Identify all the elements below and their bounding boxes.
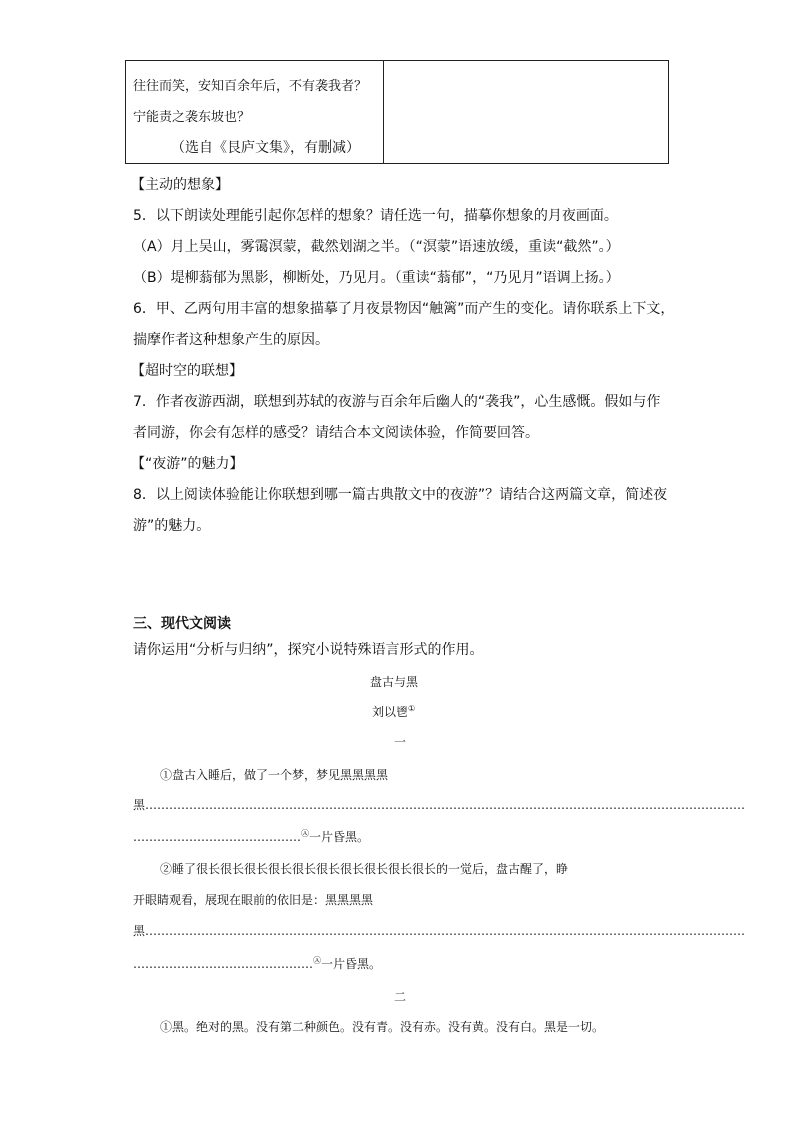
section-3-heading: 三、现代文阅读 <box>133 616 231 632</box>
question-6-line-1: 6．甲、乙两句用丰富的想象描摹了月夜景物因“触篱”而产生的变化。请你联系上下文， <box>133 301 675 317</box>
question-7-line-2: 者同游，你会有怎样的感受？请结合本文阅读体验，作简要回答。 <box>133 425 539 441</box>
section-3-intro: 请你运用“分析与归纳”，探究小说特殊语言形式的作用。 <box>133 642 484 658</box>
paragraph-2-line-1: ②睡了很长很长很长很长很长很长很长很长很长很长的一觉后，盘古醒了，睁 <box>160 862 569 876</box>
part-2-marker: 二 <box>394 990 407 1004</box>
option-b: （B）堤柳蓊郁为黑影，柳断处，乃见月。（重读“蓊郁”，“乃见月”语调上扬。） <box>133 270 620 286</box>
story-title: 盘古与黑 <box>370 675 419 689</box>
quote-table <box>125 60 669 164</box>
paragraph-1-line-3 <box>133 828 369 845</box>
paragraph-1-line-2 <box>133 796 746 813</box>
note-mark: Ⓐ <box>313 956 321 965</box>
table-line-1: 往往而笑，安知百余年后，不有袭我者？ <box>133 79 368 94</box>
ellipsis-dots: …………………………………………………………………………………………………………………………………… <box>145 924 746 938</box>
paragraph-1-line-2-start: 黑 <box>133 798 146 812</box>
heading-imagination: 【主动的想象】 <box>131 177 229 193</box>
author-name: 刘以鬯 <box>372 705 409 719</box>
paragraph-1-line-1: ①盘古入睡后，做了一个梦，梦见黑黑黑黑 <box>160 768 389 782</box>
ellipsis-dots: …………………………………………………………………………………………………………………………………… <box>145 798 746 812</box>
question-7-line-1: 7．作者夜游西湖，联想到苏轼的夜游与百余年后幽人的“袭我”，心生感慨。假如与作 <box>133 394 661 410</box>
author-footnote-mark: ① <box>408 704 416 713</box>
paragraph-2-line-4 <box>133 955 381 972</box>
paragraph-2-line-4-end: 一片昏黑。 <box>321 957 382 971</box>
table-divider <box>383 61 384 163</box>
table-left-cell <box>126 61 383 163</box>
part-1-marker: 一 <box>394 735 407 749</box>
table-source: （选自《艮庐文集》，有删减） <box>171 140 360 156</box>
ellipsis-dots: ……………………………………… <box>133 957 313 971</box>
table-line-2: 宁能责之袭东坡也？ <box>133 110 251 125</box>
note-mark: Ⓐ <box>301 829 309 838</box>
question-8-line-2: 游”的魅力。 <box>133 518 211 534</box>
question-6-line-2: 揣摩作者这种想象产生的原因。 <box>133 332 329 348</box>
paragraph-2-line-3 <box>133 922 746 939</box>
paragraph-2-line-2: 开眼睛观看，展现在眼前的依旧是：黑黑黑黑 <box>133 893 374 907</box>
story-author <box>372 703 415 720</box>
question-8-line-1: 8．以上阅读体验能让你联想到哪一篇古典散文中的夜游”？请结合这两篇文章，简述夜 <box>133 487 668 503</box>
ellipsis-dots: …………………………………… <box>133 830 301 844</box>
paragraph-1-line-3-end: 一片昏黑。 <box>309 830 370 844</box>
heading-association: 【超时空的联想】 <box>131 363 243 379</box>
option-a: （A）月上吴山，雾霭溟蒙，截然划湖之半。（“溟蒙”语速放缓，重读“截然”。） <box>133 239 620 255</box>
paragraph-3-line-1: ①黑。绝对的黑。没有第二种颜色。没有青。没有赤。没有黄。没有白。黑是一切。 <box>160 1020 605 1034</box>
question-5: 5．以下朗读处理能引起你怎样的想象？请任选一句，描摹你想象的月夜画面。 <box>133 208 618 224</box>
paragraph-2-line-3-start: 黑 <box>133 924 146 938</box>
heading-charm: 【“夜游”的魅力】 <box>131 456 244 472</box>
